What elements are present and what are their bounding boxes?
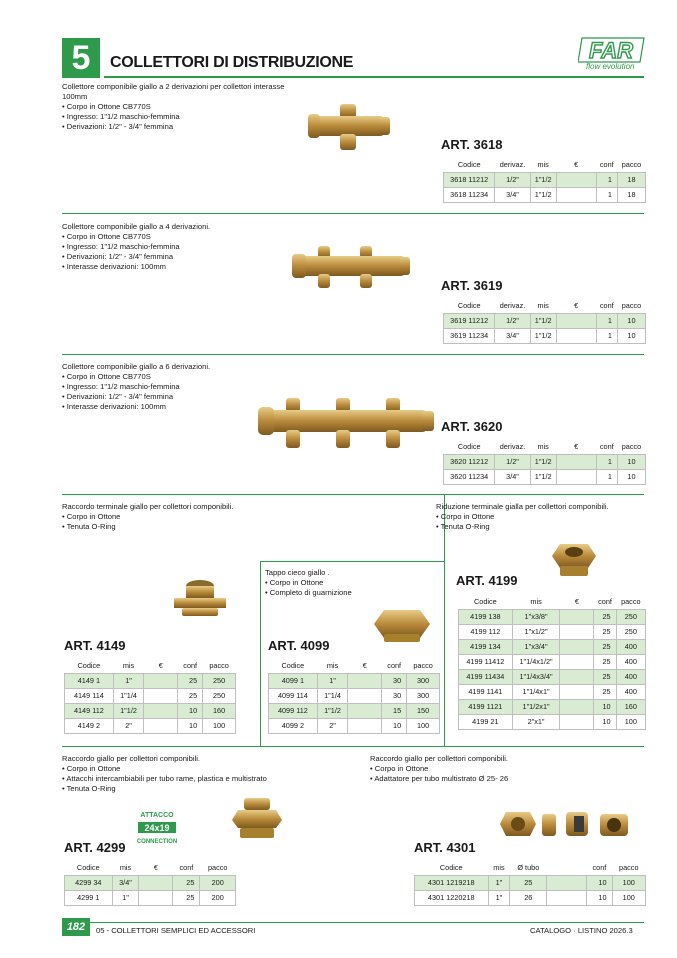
column-header: conf: [183, 661, 198, 671]
table-cell: 4199 11412: [459, 654, 513, 669]
table-cell: 10: [617, 469, 645, 484]
table-cell: 4099 1: [269, 673, 318, 688]
description-text: Riduzione terminale gialla per collettori componibili.: [436, 502, 609, 511]
column-header: pacco: [621, 442, 642, 452]
table-cell: 300: [407, 688, 440, 703]
column-header: pacco: [209, 661, 229, 671]
table-cell: [560, 684, 594, 699]
table-cell: 4199 21: [459, 714, 513, 729]
table-3618: [443, 158, 646, 203]
table-row: [444, 454, 646, 469]
column-header: Codice: [439, 863, 463, 873]
table-cell: 30: [382, 688, 407, 703]
table-cell: 25: [173, 875, 200, 890]
table-row: [65, 875, 236, 890]
column-header: mis: [326, 661, 339, 671]
section-divider: [62, 354, 644, 355]
table-cell: 4301 1219218: [415, 875, 489, 890]
table-cell: 10: [617, 454, 645, 469]
column-header: pacco: [413, 661, 433, 671]
column-header: €: [362, 661, 367, 671]
table-cell: 10: [178, 703, 203, 718]
table-cell: 4199 134: [459, 639, 513, 654]
table-cell: 1"x3/8": [512, 609, 560, 624]
desc-4199: [436, 502, 646, 532]
logo-subtitle: flow evolution: [586, 62, 635, 71]
column-header: conf: [599, 442, 614, 452]
table-cell: [139, 875, 173, 890]
table-row: [459, 639, 646, 654]
table-cell: 400: [616, 639, 645, 654]
column-header: Codice: [281, 661, 305, 671]
art-4199-title: ART. 4199: [456, 573, 518, 588]
svg-text:24x19: 24x19: [144, 823, 170, 833]
table-cell: 3619 11234: [444, 328, 495, 343]
column-header: €: [574, 160, 579, 170]
column-header: derivaz.: [499, 160, 526, 170]
svg-text:ATTACCO: ATTACCO: [140, 812, 174, 819]
table-cell: 1"1/2: [530, 469, 556, 484]
desc-3619: [62, 222, 302, 272]
table-cell: 100: [407, 718, 440, 733]
column-header: pacco: [621, 597, 641, 607]
table-cell: 4099 112: [269, 703, 318, 718]
column-header: mis: [537, 160, 549, 170]
table-cell: 25: [178, 673, 203, 688]
column-header: pacco: [619, 863, 639, 873]
table-cell: 4299 1: [65, 890, 113, 905]
table-row: [444, 313, 646, 328]
section-divider: [62, 746, 644, 747]
table-row: [459, 609, 646, 624]
table-row: [444, 328, 646, 343]
desc-3618: [62, 82, 302, 132]
table-row: [459, 654, 646, 669]
table-row: [459, 624, 646, 639]
collector-fitting-image: [228, 796, 286, 842]
table-cell: 2": [317, 718, 347, 733]
bullet: • Derivazioni: 1/2" - 3/4" femmina: [62, 392, 302, 402]
table-cell: 1/2": [495, 172, 530, 187]
table-cell: 1"1/4: [113, 688, 143, 703]
column-header: pacco: [621, 301, 642, 311]
table-cell: 100: [203, 718, 236, 733]
table-cell: 1": [113, 673, 143, 688]
art-4299-title: ART. 4299: [64, 840, 126, 855]
table-cell: 2": [113, 718, 143, 733]
footer-catalog: CATALOGO · LISTINO 2026.3: [530, 926, 633, 935]
table-cell: 10: [587, 875, 612, 890]
description-text: Tappo cieco giallo .: [265, 568, 330, 577]
column-header: derivaz.: [499, 442, 526, 452]
table-cell: 1"1/2: [317, 703, 347, 718]
column-header: Codice: [457, 442, 481, 452]
bullet: • Attacchi intercambiabili per tubo rame, plastica e multistrato: [62, 774, 362, 784]
footer-divider: [62, 922, 644, 923]
table-cell: [144, 673, 178, 688]
bullet: • Ingresso: 1"1/2 maschio-femmina: [62, 112, 302, 122]
bullet: • Corpo in Ottone CB770S: [62, 102, 302, 112]
table-cell: 1"1/4x3/4": [512, 669, 560, 684]
table-cell: 10: [594, 714, 616, 729]
bullet: • Adattatore per tubo multistrato Ø 25- 26: [370, 774, 640, 784]
table-cell: 2"x1": [512, 714, 560, 729]
table-row: [65, 861, 236, 875]
table-cell: 15: [382, 703, 407, 718]
bullet: • Derivazioni: 1/2" - 3/4" femmina: [62, 122, 302, 132]
art-4149-title: ART. 4149: [64, 638, 126, 653]
table-cell: 4099 114: [269, 688, 318, 703]
table-cell: 1"1/2: [113, 703, 143, 718]
table-cell: 1/2": [495, 313, 530, 328]
column-header: mis: [530, 597, 542, 607]
box-border-top: [260, 561, 444, 562]
table-cell: 1: [596, 454, 617, 469]
table-cell: 1"1/2: [530, 172, 556, 187]
page-number: 182: [62, 918, 90, 936]
table-cell: 25: [594, 654, 616, 669]
table-4099: [268, 659, 440, 734]
table-cell: 150: [407, 703, 440, 718]
table-cell: 250: [203, 688, 236, 703]
table-cell: [560, 669, 594, 684]
blind-cap-image: [370, 604, 434, 646]
column-header: conf: [599, 160, 614, 170]
bullet: • Corpo in Ottone: [62, 764, 362, 774]
column-header: €: [574, 442, 579, 452]
table-row: [415, 861, 646, 875]
bullet: • Tenuta O-Ring: [62, 784, 362, 794]
table-cell: [547, 890, 587, 905]
column-header: [547, 861, 587, 875]
box-border-left: [260, 561, 261, 746]
column-header: Ø tubo: [517, 863, 540, 873]
table-4299: [64, 861, 236, 906]
art-3620-title: ART. 3620: [441, 419, 503, 434]
table-cell: 3/4": [495, 187, 530, 202]
table-cell: 4199 11434: [459, 669, 513, 684]
table-cell: 25: [594, 609, 616, 624]
bullet: • Corpo in Ottone: [370, 764, 640, 774]
table-cell: 3618 11234: [444, 187, 495, 202]
bullet: • Corpo in Ottone: [265, 578, 440, 588]
table-cell: [348, 703, 382, 718]
table-row: [65, 659, 236, 673]
column-header: mis: [537, 301, 549, 311]
table-cell: [348, 718, 382, 733]
table-row: [459, 669, 646, 684]
table-cell: 1"1/2: [530, 454, 556, 469]
column-header: €: [153, 863, 158, 873]
table-4301: [414, 861, 646, 906]
table-cell: [556, 313, 596, 328]
table-row: [459, 714, 646, 729]
column-header: conf: [599, 301, 614, 311]
table-cell: 4199 138: [459, 609, 513, 624]
art-4099-title: ART. 4099: [268, 638, 330, 653]
desc-4301: [370, 754, 640, 784]
table-row: [269, 673, 440, 688]
section-divider: [62, 213, 644, 214]
desc-4299: [62, 754, 362, 794]
column-header: derivaz.: [499, 301, 526, 311]
table-cell: 400: [616, 684, 645, 699]
table-cell: 3619 11212: [444, 313, 495, 328]
table-cell: 200: [200, 875, 236, 890]
bullet: • Interasse derivazioni: 100mm: [62, 262, 302, 272]
table-row: [444, 299, 646, 313]
table-row: [459, 684, 646, 699]
table-cell: 3/4": [112, 875, 139, 890]
table-row: [65, 718, 236, 733]
chapter-number: 5: [62, 38, 100, 78]
desc-3618-text: Collettore componibile giallo a 2 derivazioni per collettori interasse 100mm: [62, 82, 285, 101]
table-cell: [348, 673, 382, 688]
table-cell: 4199 112: [459, 624, 513, 639]
table-cell: 250: [616, 609, 645, 624]
table-cell: 18: [617, 172, 645, 187]
table-row: [444, 172, 646, 187]
table-cell: [560, 609, 594, 624]
page-title: COLLETTORI DI DISTRIBUZIONE: [110, 54, 354, 71]
table-row: [444, 469, 646, 484]
table-cell: 25: [173, 890, 200, 905]
table-cell: 1: [596, 469, 617, 484]
table-cell: 300: [407, 673, 440, 688]
bullet: • Corpo in Ottone: [62, 512, 282, 522]
table-cell: 1": [488, 875, 510, 890]
bullet: • Interasse derivazioni: 100mm: [62, 402, 302, 412]
table-row: [459, 595, 646, 609]
bullet: • Corpo in Ottone CB770S: [62, 372, 302, 382]
header-divider: [104, 76, 644, 78]
table-4199: [458, 595, 646, 730]
art-3618-title: ART. 3618: [441, 137, 503, 152]
table-cell: 26: [510, 890, 547, 905]
table-cell: [556, 328, 596, 343]
bullet: • Tenuta O-Ring: [62, 522, 282, 532]
table-cell: [139, 890, 173, 905]
art-4301-title: ART. 4301: [414, 840, 476, 855]
table-row: [444, 187, 646, 202]
table-cell: 10: [617, 328, 645, 343]
column-header: mis: [119, 863, 132, 873]
table-cell: 1"1/4: [317, 688, 347, 703]
column-header: mis: [537, 442, 549, 452]
table-row: [269, 703, 440, 718]
table-row: [444, 158, 646, 172]
reduction-fitting-image: [548, 540, 600, 580]
table-cell: 4199 1141: [459, 684, 513, 699]
description-text: Collettore componibile giallo a 4 derivazioni.: [62, 222, 211, 231]
column-header: Codice: [77, 661, 101, 671]
table-cell: [348, 688, 382, 703]
bullet: • Corpo in Ottone: [436, 512, 646, 522]
bullet: • Ingresso: 1"1/2 maschio-femmina: [62, 382, 302, 392]
table-cell: 160: [203, 703, 236, 718]
column-header: €: [574, 597, 579, 607]
table-cell: 1": [488, 890, 510, 905]
table-cell: 1": [317, 673, 347, 688]
table-cell: 25: [594, 669, 616, 684]
desc-4149: [62, 502, 282, 532]
table-cell: 4099 2: [269, 718, 318, 733]
table-cell: [556, 454, 596, 469]
column-header: conf: [598, 597, 612, 607]
bullet: • Ingresso: 1"1/2 maschio-femmina: [62, 242, 302, 252]
footer-section: 05 - COLLETTORI SEMPLICI ED ACCESSORI: [96, 926, 256, 935]
bullet: • Derivazioni: 1/2" - 3/4" femmina: [62, 252, 302, 262]
table-cell: 4149 114: [65, 688, 114, 703]
table-cell: 3/4": [495, 469, 530, 484]
desc-4099: [265, 568, 440, 598]
description-text: Collettore componibile giallo a 6 derivazioni.: [62, 362, 211, 371]
table-cell: 1"1/2: [530, 187, 556, 202]
table-cell: 4149 2: [65, 718, 114, 733]
bullet: • Completo di guarnizione: [265, 588, 440, 598]
table-cell: 3620 11234: [444, 469, 495, 484]
table-cell: [556, 469, 596, 484]
table-cell: 1"1/4x1/2": [512, 654, 560, 669]
table-cell: 100: [612, 890, 645, 905]
table-cell: 10: [178, 718, 203, 733]
column-header: pacco: [621, 160, 642, 170]
column-header: Codice: [457, 301, 481, 311]
connection-badge-icon: [128, 808, 186, 852]
column-header: €: [158, 661, 163, 671]
description-text: Raccordo giallo per collettori componibili.: [62, 754, 201, 763]
table-cell: 1"1/4x1": [512, 684, 560, 699]
table-cell: 100: [616, 714, 645, 729]
table-cell: 25: [178, 688, 203, 703]
table-cell: 10: [587, 890, 612, 905]
table-cell: 1: [596, 172, 617, 187]
table-cell: 1": [112, 890, 139, 905]
table-cell: 25: [594, 639, 616, 654]
table-row: [65, 673, 236, 688]
table-row: [65, 688, 236, 703]
table-cell: 1: [596, 328, 617, 343]
table-cell: 250: [203, 673, 236, 688]
table-cell: 30: [382, 673, 407, 688]
logo-text: FAR: [589, 38, 633, 63]
table-cell: 400: [616, 654, 645, 669]
column-header: conf: [592, 863, 607, 873]
table-cell: 3618 11212: [444, 172, 495, 187]
table-row: [269, 718, 440, 733]
table-cell: 10: [594, 699, 616, 714]
table-cell: [144, 703, 178, 718]
art-3619-title: ART. 3619: [441, 278, 503, 293]
table-row: [444, 440, 646, 454]
column-header: mis: [122, 661, 135, 671]
table-cell: 200: [200, 890, 236, 905]
column-header: mis: [493, 863, 505, 873]
table-row: [269, 659, 440, 673]
table-cell: [560, 639, 594, 654]
column-header: Codice: [76, 863, 100, 873]
table-4149: [64, 659, 236, 734]
table-row: [65, 890, 236, 905]
table-cell: 10: [617, 313, 645, 328]
table-cell: 4301 1220218: [415, 890, 489, 905]
table-cell: 1: [596, 187, 617, 202]
table-cell: [556, 172, 596, 187]
manifold-6-way-image: [256, 396, 438, 456]
table-cell: 1"x3/4": [512, 639, 560, 654]
table-row: [415, 875, 646, 890]
table-cell: [560, 654, 594, 669]
table-cell: 160: [616, 699, 645, 714]
table-cell: 1"1/2x1": [512, 699, 560, 714]
column-header: pacco: [207, 863, 228, 873]
table-cell: 10: [382, 718, 407, 733]
table-cell: 3620 11212: [444, 454, 495, 469]
table-cell: 25: [510, 875, 547, 890]
table-cell: 25: [594, 684, 616, 699]
table-cell: 1"1/2: [530, 313, 556, 328]
svg-text:CONNECTION: CONNECTION: [136, 839, 178, 845]
table-row: [415, 890, 646, 905]
column-header: €: [574, 301, 579, 311]
column-header: Codice: [457, 160, 481, 170]
table-cell: [144, 688, 178, 703]
table-cell: 100: [612, 875, 645, 890]
manifold-2-way-image: [300, 100, 400, 158]
table-row: [65, 703, 236, 718]
bullet: • Corpo in Ottone CB770S: [62, 232, 302, 242]
terminal-fitting-image: [168, 576, 232, 618]
table-cell: [560, 699, 594, 714]
table-row: [459, 699, 646, 714]
description-text: Raccordo terminale giallo per collettori componibili.: [62, 502, 234, 511]
manifold-4-way-image: [288, 244, 416, 296]
table-cell: [556, 187, 596, 202]
table-cell: [560, 714, 594, 729]
table-3619: [443, 299, 646, 344]
column-header: conf: [179, 863, 194, 873]
column-header: Codice: [474, 597, 497, 607]
table-cell: 1: [596, 313, 617, 328]
table-cell: [560, 624, 594, 639]
table-cell: [144, 718, 178, 733]
table-3620: [443, 440, 646, 485]
table-cell: 4299 34: [65, 875, 113, 890]
column-header: conf: [387, 661, 402, 671]
table-cell: 4149 1: [65, 673, 114, 688]
bullet: • Tenuta O-Ring: [436, 522, 646, 532]
table-cell: 18: [617, 187, 645, 202]
table-cell: 1/2": [495, 454, 530, 469]
table-cell: 400: [616, 669, 645, 684]
table-cell: 250: [616, 624, 645, 639]
table-cell: 4149 112: [65, 703, 114, 718]
table-cell: [547, 875, 587, 890]
table-cell: 4199 1121: [459, 699, 513, 714]
table-cell: 25: [594, 624, 616, 639]
table-row: [269, 688, 440, 703]
table-cell: 1"x1/2": [512, 624, 560, 639]
table-cell: 1"1/2: [530, 328, 556, 343]
multilayer-adapter-image: [500, 806, 640, 842]
section-divider: [62, 494, 644, 495]
description-text: Raccordo giallo per collettori componibili.: [370, 754, 509, 763]
table-cell: 3/4": [495, 328, 530, 343]
